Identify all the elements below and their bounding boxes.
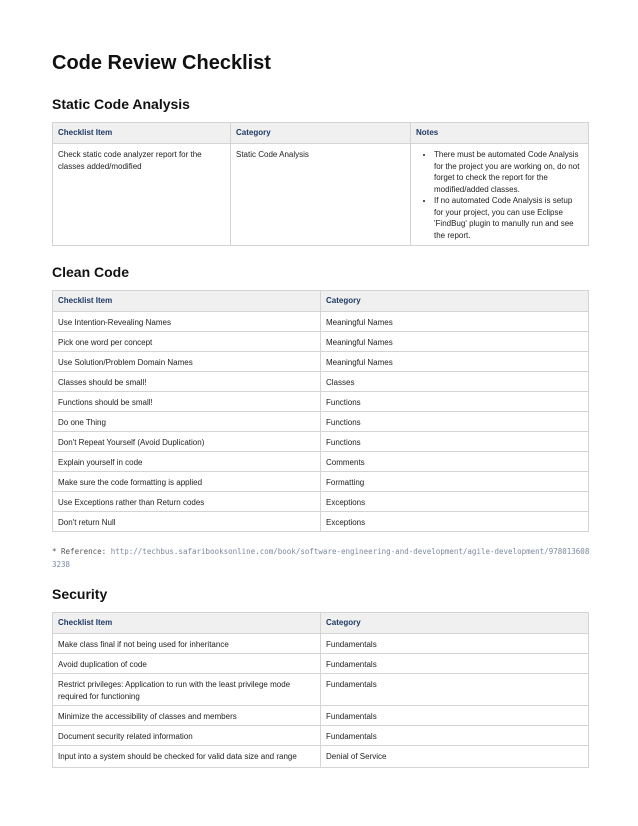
column-header: Category [321,613,589,634]
notes-bullet: • If no automated Code Analysis is setup for your project, you can use Eclipse 'FindBug' plugin to manully run and see the report. [434,195,583,241]
checklist-item-cell: Check static code analyzer report for the classes added/modified [53,144,231,246]
section-heading-static-analysis: Static Code Analysis [52,96,190,112]
table-row [53,432,589,452]
checklist-item-cell: Input into a system should be checked for valid data size and range [53,746,321,768]
category-cell: Denial of Service [321,746,589,768]
category-cell: Fundamentals [321,634,589,654]
table-row [53,654,589,674]
checklist-item-cell: Make class final if not being used for inheritance [53,634,321,654]
table-row [53,332,589,352]
checklist-item-cell: Do one Thing [53,412,321,432]
checklist-item-cell: Use Exceptions rather than Return codes [53,492,321,512]
checklist-item-cell: Document security related information [53,726,321,746]
checklist-item-cell: Use Solution/Problem Domain Names [53,352,321,372]
category-cell: Exceptions [321,492,589,512]
table-row [53,412,589,432]
reference-link[interactable]: http://techbus.safaribooksonline.com/book/software-engineering-and-development/agile-development/9780136083238 [52,547,590,569]
category-cell: Meaningful Names [321,352,589,372]
category-cell: Functions [321,392,589,412]
table-row [53,312,589,332]
checklist-item-cell: Restrict privileges: Application to run with the least privilege mode required for functioning [53,674,321,706]
category-cell: Static Code Analysis [231,144,411,246]
category-cell: Fundamentals [321,706,589,726]
checklist-item-cell: Don't return Null [53,512,321,532]
column-header: Notes [411,123,589,144]
reference-label: * Reference: [52,547,111,556]
column-header: Category [321,291,589,312]
checklist-item-cell: Don't Repeat Yourself (Avoid Duplication) [53,432,321,452]
checklist-item-cell: Explain yourself in code [53,452,321,472]
table-row [53,392,589,412]
table-row [53,452,589,472]
category-cell: Fundamentals [321,726,589,746]
clean-code-table [52,290,589,532]
category-cell: Functions [321,412,589,432]
column-header: Checklist Item [53,123,231,144]
checklist-item-cell: Functions should be small! [53,392,321,412]
checklist-item-cell: Pick one word per concept [53,332,321,352]
static-analysis-table [52,122,589,246]
section-heading-clean-code: Clean Code [52,264,130,280]
reference-note [52,545,592,571]
page-title: Code Review Checklist [52,52,271,74]
security-table [52,612,589,768]
table-row [53,746,589,768]
table-row [53,674,589,706]
table-header-row [53,613,589,634]
category-cell: Formatting [321,472,589,492]
category-cell: Exceptions [321,512,589,532]
checklist-item-cell: Classes should be small! [53,372,321,392]
notes-cell [411,144,589,246]
table-row [53,144,589,246]
table-header-row [53,291,589,312]
category-cell: Fundamentals [321,674,589,706]
category-cell: Meaningful Names [321,332,589,352]
table-row [53,634,589,654]
table-row [53,472,589,492]
column-header: Checklist Item [53,613,321,634]
category-cell: Functions [321,432,589,452]
checklist-item-cell: Make sure the code formatting is applied [53,472,321,492]
category-cell: Meaningful Names [321,312,589,332]
table-row [53,706,589,726]
section-heading-security: Security [52,586,108,602]
table-row [53,726,589,746]
checklist-item-cell: Minimize the accessibility of classes and members [53,706,321,726]
table-row [53,512,589,532]
checklist-item-cell: Use Intention-Revealing Names [53,312,321,332]
column-header: Checklist Item [53,291,321,312]
table-row [53,372,589,392]
table-header-row [53,123,589,144]
category-cell: Classes [321,372,589,392]
notes-bullet: • There must be automated Code Analysis for the project you are working on, do not forget to check the report for the modified/added classes. [434,149,583,195]
table-row [53,492,589,512]
category-cell: Comments [321,452,589,472]
category-cell: Fundamentals [321,654,589,674]
notes-list [416,149,583,241]
checklist-item-cell: Avoid duplication of code [53,654,321,674]
table-row [53,352,589,372]
column-header: Category [231,123,411,144]
